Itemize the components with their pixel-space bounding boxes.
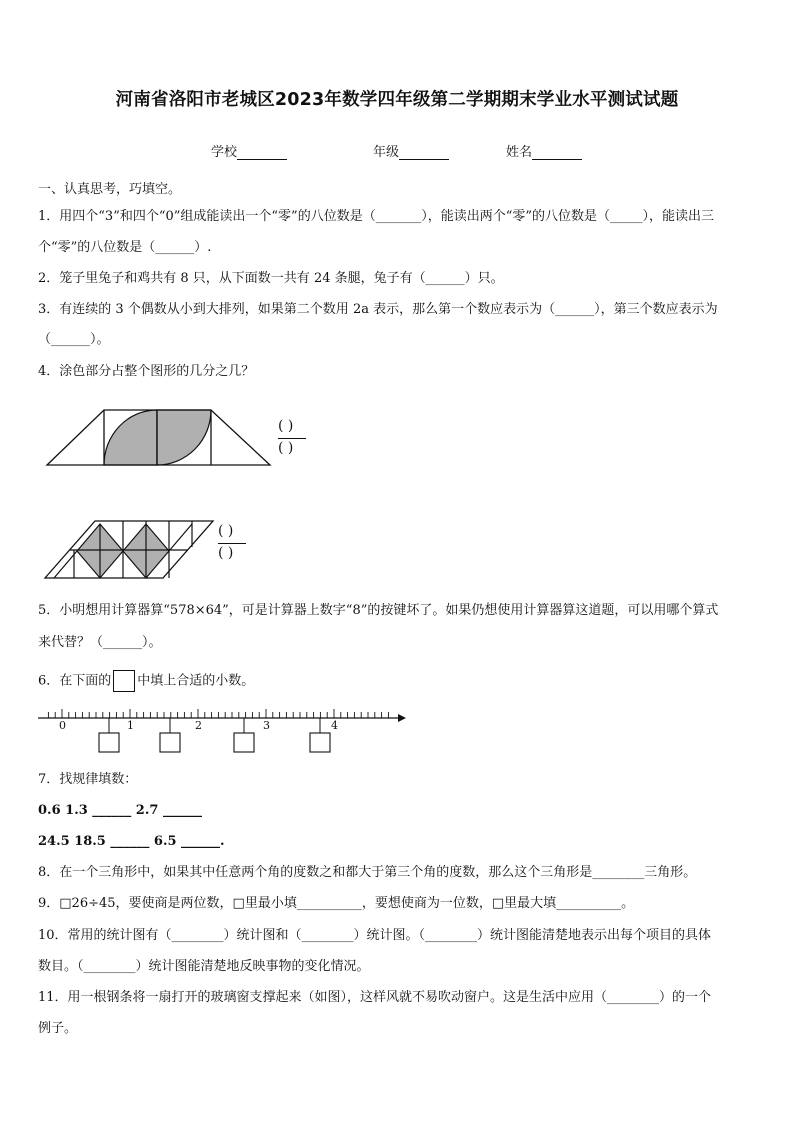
question-1-line1: 1．用四个“3”和四个“0”组成能读出一个“零”的八位数是（_______），能读出两个“零”的八位数是（_____），能读出三 [38, 209, 714, 224]
tick-label-4: 4 [331, 719, 338, 732]
answer-box-4 [310, 733, 330, 752]
question-7-seq1: 0.6 1.3 ______ 2.7 ______ [38, 803, 202, 818]
question-5-line1: 5．小明想用计算器算“578×64”，可是计算器上数字“8”的按键坏了。如果仍想使用计算器算这道题，可以用哪个算式 [38, 603, 719, 618]
question-2: 2．笼子里兔子和鸡共有 8 只，从下面数一共有 24 条腿，兔子有（______）只。 [38, 271, 504, 286]
question-4: 4．涂色部分占整个图形的几分之几？ [38, 364, 255, 379]
question-9: 9．□26÷45，要使商是两位数，□里最小填__________，要想使商为一位数，□里最大填__________。 [38, 896, 635, 911]
fraction-answer-2-bottom[interactable]: ( ) [218, 545, 234, 561]
tick-label-1: 1 [127, 719, 134, 732]
question-1-line2: 个“零”的八位数是（______）. [38, 240, 212, 255]
answer-box-2 [160, 733, 180, 752]
question-7: 7．找规律填数： [38, 772, 138, 787]
question-5-line2: 来代替？（______）。 [38, 635, 162, 650]
tick-label-0: 0 [59, 719, 66, 732]
fraction-answer-1-top[interactable]: ( ) [278, 418, 294, 434]
fraction-answer-1-bottom[interactable]: ( ) [278, 440, 294, 456]
tick-label-2: 2 [195, 719, 202, 732]
question-11-line1: 11．用一根钢条将一扇打开的玻璃窗支撑起来（如图），这样风就不易吹动窗户。这是生活中应用（________）的一个 [38, 990, 712, 1005]
grade-label: 年级 [373, 145, 400, 160]
page-title: 河南省洛阳市老城区2023年数学四年级第二学期期末学业水平测试试题 [115, 90, 679, 110]
school-label: 学校 [211, 145, 238, 160]
question-6-post: 中填上合适的小数。 [137, 673, 255, 689]
section-heading: 一、认真思考，巧填空。 [38, 182, 182, 197]
tick-label-3: 3 [263, 719, 270, 732]
question-8: 8．在一个三角形中，如果其中任意两个角的度数之和都大于第三个角的度数，那么这个三角形是________三角形。 [38, 865, 697, 880]
question-7-seq2: 24.5 18.5 ______ 6.5 ______. [38, 834, 225, 849]
question-6-pre: 6．在下面的 [38, 673, 112, 689]
name-label: 姓名 [506, 145, 533, 160]
answer-box-3 [234, 733, 254, 752]
question-10-line2: 数目。（________）统计图能清楚地反映事物的变化情况。 [38, 959, 370, 974]
question-11-line2: 例子。 [38, 1021, 78, 1036]
answer-box-1 [99, 733, 119, 752]
question-10-line1: 10．常用的统计图有（________）统计图和（________）统计图。（________）统计图能清楚地表示出每个项目的具体 [38, 928, 712, 943]
fraction-answer-2-top[interactable]: ( ) [218, 523, 234, 539]
question-3-line2: （______）。 [38, 332, 110, 347]
question-3-line1: 3．有连续的 3 个偶数从小到大排列，如果第二个数用 2a 表示，那么第一个数应表示为（______），第三个数应表示为 [38, 302, 718, 317]
